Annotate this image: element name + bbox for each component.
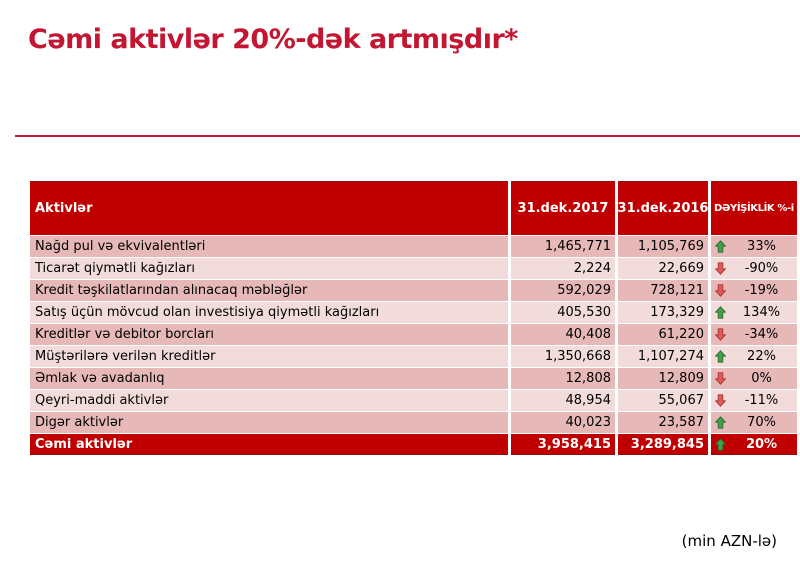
trend-arrow-icon [715,328,726,341]
table-row [30,390,800,411]
value-2016: 173,329 [618,302,708,323]
value-2016: 1,107,274 [618,346,708,367]
row-label: Ticarət qiymətli kağızları [30,258,508,279]
table-row [30,236,800,257]
change-cell [711,302,797,323]
header-date-2016: 31.dek.2016 [618,181,708,235]
value-2016: 23,587 [618,412,708,433]
change-cell [711,236,797,257]
change-percent: 33% [747,239,776,254]
row-label: Satış üçün mövcud olan investisiya qiymətli kağızları [30,302,508,323]
trend-arrow-icon [715,372,726,385]
value-2016: 55,067 [618,390,708,411]
value-2016: 12,809 [618,368,708,389]
table-row [30,280,800,301]
change-percent: 70% [747,415,776,430]
row-label: Kredit təşkilatlarından alınacaq məbləğlər [30,280,508,301]
trend-arrow-icon [715,438,726,451]
total-value-2016: 3,289,845 [618,434,708,455]
row-label: Nağd pul və ekvivalentləri [30,236,508,257]
total-change-percent: 20% [745,436,778,452]
value-2017: 40,408 [511,324,615,345]
value-2016: 22,669 [618,258,708,279]
header-date-2017: 31.dek.2017 [511,181,615,235]
table-row [30,302,800,323]
row-label: Əmlak və avadanlıq [30,368,508,389]
change-percent: -19% [744,283,779,298]
value-2016: 728,121 [618,280,708,301]
header-change: DƏYİŞİKLİK %-i [711,181,797,235]
row-label: Kreditlər və debitor borcları [30,324,508,345]
total-value-2017: 3,958,415 [511,434,615,455]
row-label: Müştərilərə verilən kreditlər [30,346,508,367]
total-change-cell [711,434,797,455]
units-footnote: (min AZN-lə) [681,532,777,550]
row-label: Digər aktivlər [30,412,508,433]
table-header-row [30,181,800,235]
trend-arrow-icon [715,416,726,429]
assets-table [30,181,800,455]
change-percent: 134% [742,305,781,320]
change-cell [711,390,797,411]
table-row [30,258,800,279]
trend-arrow-icon [715,306,726,319]
trend-arrow-icon [715,394,726,407]
value-2016: 61,220 [618,324,708,345]
value-2017: 48,954 [511,390,615,411]
value-2017: 1,465,771 [511,236,615,257]
table-row [30,412,800,433]
table-row [30,368,800,389]
change-cell [711,412,797,433]
trend-arrow-icon [715,262,726,275]
row-label: Qeyri-maddi aktivlər [30,390,508,411]
title-divider-rule [15,135,800,137]
change-cell [711,346,797,367]
table-row [30,346,800,367]
trend-arrow-icon [715,350,726,363]
trend-arrow-icon [715,284,726,297]
change-percent: 0% [751,371,772,386]
change-percent: -34% [744,327,779,342]
change-percent: -11% [744,393,779,408]
slide-title: Cəmi aktivlər 20%-dək artmışdır* [28,24,518,55]
change-percent: 22% [747,349,776,364]
value-2016: 1,105,769 [618,236,708,257]
change-cell [711,324,797,345]
value-2017: 405,530 [511,302,615,323]
value-2017: 1,350,668 [511,346,615,367]
change-cell [711,280,797,301]
total-label: Cəmi aktivlər [30,434,508,455]
trend-arrow-icon [715,240,726,253]
change-cell [711,368,797,389]
value-2017: 40,023 [511,412,615,433]
header-assets: Aktivlər [30,181,508,235]
value-2017: 592,029 [511,280,615,301]
value-2017: 2,224 [511,258,615,279]
change-cell [711,258,797,279]
value-2017: 12,808 [511,368,615,389]
table-row [30,324,800,345]
change-percent: -90% [744,261,779,276]
table-total-row [30,434,800,455]
